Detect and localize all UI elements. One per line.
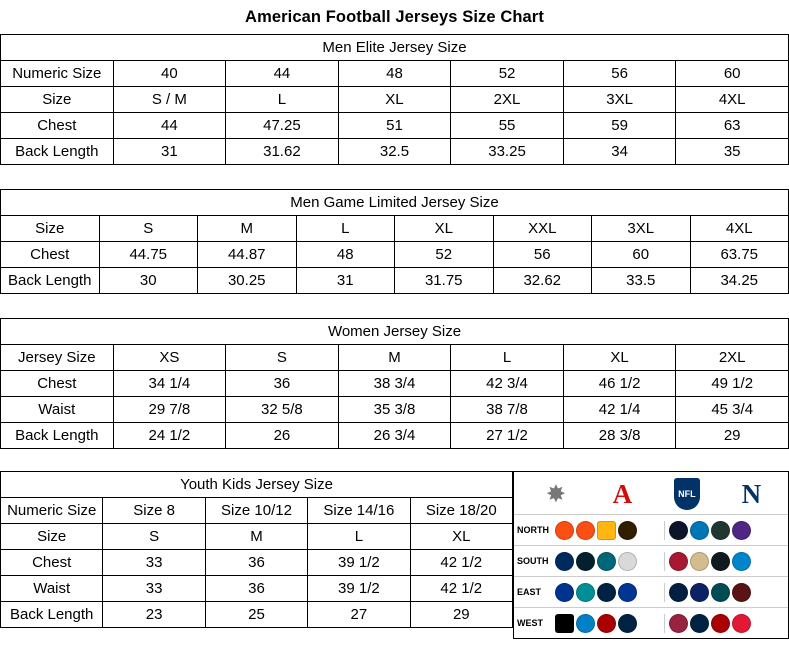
cell: 60: [592, 242, 691, 268]
cell: 32 5/8: [226, 397, 339, 423]
cell: 45 3/4: [676, 397, 789, 423]
cell: 2XL: [451, 87, 564, 113]
cell: 63.75: [690, 242, 789, 268]
team-logo-icon: [576, 552, 595, 571]
team-logo-icon: [690, 583, 709, 602]
table-row: [1, 242, 789, 268]
table-row: [1, 345, 789, 371]
team-logo-icon: [555, 521, 574, 540]
team-logo-icon: [711, 552, 730, 571]
cell: L: [296, 216, 395, 242]
division-label: NORTH: [517, 525, 549, 535]
cell: 33: [103, 576, 205, 602]
cell: Size 8: [103, 498, 205, 524]
table-row: [1, 268, 789, 294]
cell: 44: [113, 113, 226, 139]
section-heading-row: [1, 319, 789, 345]
cell: 23: [103, 602, 205, 628]
cell: XXL: [493, 216, 592, 242]
cell: M: [205, 524, 307, 550]
team-logo-icon: [669, 583, 688, 602]
cell: 59: [563, 113, 676, 139]
table-row: [1, 371, 789, 397]
cell: 42 1/2: [410, 550, 512, 576]
afc-team-logos: [554, 521, 664, 540]
afc-team-logos: [554, 552, 664, 571]
section-spacer: [0, 294, 789, 318]
cell: 31: [296, 268, 395, 294]
section-spacer: [0, 165, 789, 189]
cell: 33.5: [592, 268, 691, 294]
cell: 42 1/4: [563, 397, 676, 423]
men-elite-table: [0, 34, 789, 165]
cell: 39 1/2: [308, 550, 410, 576]
table-row: [1, 576, 513, 602]
cell: XL: [338, 87, 451, 113]
conference-logos-row: [514, 472, 788, 514]
team-logo-icon: [618, 521, 637, 540]
cell: XL: [395, 216, 494, 242]
section-heading-row: [1, 190, 789, 216]
team-logo-icon: [618, 552, 637, 571]
cell: 4XL: [676, 87, 789, 113]
nfc-team-logos: [664, 552, 774, 571]
team-logo-icon: [669, 521, 688, 540]
team-logo-icon: [555, 552, 574, 571]
division-row: [514, 607, 788, 638]
cell: 38 3/4: [338, 371, 451, 397]
section-heading-row: [1, 35, 789, 61]
team-logo-icon: [690, 614, 709, 633]
table-row: [1, 139, 789, 165]
team-logo-icon: [555, 583, 574, 602]
nfc-team-logos: [664, 614, 774, 633]
cell: M: [198, 216, 297, 242]
cell: 56: [493, 242, 592, 268]
cell: 42 3/4: [451, 371, 564, 397]
team-logo-icon: [555, 614, 574, 633]
table-row: [1, 216, 789, 242]
row-label: Size: [1, 87, 114, 113]
table-row: [1, 602, 513, 628]
cell: 33: [103, 550, 205, 576]
team-logo-icon: [732, 521, 751, 540]
cell: L: [451, 345, 564, 371]
cell: 31: [113, 139, 226, 165]
cell: L: [308, 524, 410, 550]
row-label: Jersey Size: [1, 345, 114, 371]
division-rows: [514, 514, 788, 638]
table-row: [1, 498, 513, 524]
cell: M: [338, 345, 451, 371]
cell: 27: [308, 602, 410, 628]
youth-kids-table: [0, 471, 513, 628]
cell: 48: [296, 242, 395, 268]
division-row: [514, 514, 788, 545]
team-logo-icon: [732, 552, 751, 571]
cell: 35: [676, 139, 789, 165]
cell: 52: [395, 242, 494, 268]
cell: 29: [410, 602, 512, 628]
cell: 40: [113, 61, 226, 87]
row-label: Chest: [1, 371, 114, 397]
row-label: Chest: [1, 113, 114, 139]
team-logo-icon: [597, 583, 616, 602]
cell: 47.25: [226, 113, 339, 139]
youth-table-wrap: [0, 471, 513, 639]
youth-and-league-row: [0, 471, 789, 639]
nfc-logo-icon: N: [741, 478, 762, 509]
row-label: Size: [1, 524, 103, 550]
cell: 35 3/8: [338, 397, 451, 423]
team-logo-icon: [711, 614, 730, 633]
table-row: [1, 423, 789, 449]
cell: 26: [226, 423, 339, 449]
table-row: [1, 524, 513, 550]
afc-team-logos: [554, 614, 664, 633]
section-heading: Men Elite Jersey Size: [1, 35, 789, 61]
cell: 36: [226, 371, 339, 397]
cell: 52: [451, 61, 564, 87]
cell: 4XL: [690, 216, 789, 242]
division-label: SOUTH: [517, 556, 549, 566]
team-logo-icon: [576, 614, 595, 633]
row-label: Chest: [1, 550, 103, 576]
cell: 29 7/8: [113, 397, 226, 423]
league-logo-panel: [513, 471, 789, 639]
cell: 33.25: [451, 139, 564, 165]
cell: 3XL: [563, 87, 676, 113]
section-heading-row: [1, 472, 513, 498]
cell: Size 18/20: [410, 498, 512, 524]
cell: 32.62: [493, 268, 592, 294]
cell: 30.25: [198, 268, 297, 294]
team-logo-icon: [576, 521, 595, 540]
cell: Size 14/16: [308, 498, 410, 524]
section-spacer: [0, 449, 789, 471]
team-logo-icon: [669, 552, 688, 571]
team-logo-icon: [711, 583, 730, 602]
row-label: Numeric Size: [1, 61, 114, 87]
cell: 55: [451, 113, 564, 139]
cell: 44.75: [99, 242, 198, 268]
section-heading: Youth Kids Jersey Size: [1, 472, 513, 498]
row-label: Waist: [1, 576, 103, 602]
cell: 56: [563, 61, 676, 87]
cell: 34: [563, 139, 676, 165]
cell: 36: [205, 576, 307, 602]
team-logo-icon: [618, 614, 637, 633]
cell: 63: [676, 113, 789, 139]
cell: S / M: [113, 87, 226, 113]
cell: 34 1/4: [113, 371, 226, 397]
cell: 42 1/2: [410, 576, 512, 602]
cell: 27 1/2: [451, 423, 564, 449]
team-logo-icon: [576, 583, 595, 602]
team-logo-icon: [618, 583, 637, 602]
division-label: WEST: [517, 618, 543, 628]
team-logo-icon: [597, 552, 616, 571]
row-label: Back Length: [1, 268, 100, 294]
cell: 24 1/2: [113, 423, 226, 449]
cell: 31.62: [226, 139, 339, 165]
page-title: American Football Jerseys Size Chart: [0, 0, 789, 34]
cell: Size 10/12: [205, 498, 307, 524]
nfc-team-logos: [664, 521, 774, 540]
team-logo-icon: [597, 614, 616, 633]
afc-team-logos: [554, 583, 664, 602]
row-label: Back Length: [1, 423, 114, 449]
cell: L: [226, 87, 339, 113]
cell: 32.5: [338, 139, 451, 165]
cell: 36: [205, 550, 307, 576]
cell: 31.75: [395, 268, 494, 294]
cell: 60: [676, 61, 789, 87]
section-heading: Men Game Limited Jersey Size: [1, 190, 789, 216]
team-logo-icon: [711, 521, 730, 540]
star-burst-icon: ✸: [545, 480, 566, 508]
cell: 46 1/2: [563, 371, 676, 397]
cell: 49 1/2: [676, 371, 789, 397]
table-row: [1, 397, 789, 423]
cell: S: [99, 216, 198, 242]
team-logo-icon: [690, 552, 709, 571]
row-label: Back Length: [1, 602, 103, 628]
cell: 38 7/8: [451, 397, 564, 423]
row-label: Chest: [1, 242, 100, 268]
cell: XL: [563, 345, 676, 371]
cell: 48: [338, 61, 451, 87]
men-game-limited-table: [0, 189, 789, 294]
row-label: Back Length: [1, 139, 114, 165]
table-row: [1, 87, 789, 113]
cell: 29: [676, 423, 789, 449]
table-row: [1, 550, 513, 576]
cell: 2XL: [676, 345, 789, 371]
division-label: EAST: [517, 587, 542, 597]
cell: 44.87: [198, 242, 297, 268]
division-row: [514, 545, 788, 576]
cell: XL: [410, 524, 512, 550]
cell: S: [103, 524, 205, 550]
cell: S: [226, 345, 339, 371]
afc-logo-icon: A: [612, 478, 633, 509]
cell: 25: [205, 602, 307, 628]
women-jersey-table: [0, 318, 789, 449]
cell: 39 1/2: [308, 576, 410, 602]
table-row: [1, 113, 789, 139]
cell: 34.25: [690, 268, 789, 294]
team-logo-icon: [597, 521, 616, 540]
team-logo-icon: [669, 614, 688, 633]
table-row: [1, 61, 789, 87]
cell: 26 3/4: [338, 423, 451, 449]
row-label: Waist: [1, 397, 114, 423]
cell: 3XL: [592, 216, 691, 242]
team-logo-icon: [690, 521, 709, 540]
cell: 44: [226, 61, 339, 87]
cell: XS: [113, 345, 226, 371]
row-label: Size: [1, 216, 100, 242]
cell: 51: [338, 113, 451, 139]
cell: 28 3/8: [563, 423, 676, 449]
nfc-team-logos: [664, 583, 774, 602]
section-heading: Women Jersey Size: [1, 319, 789, 345]
division-row: [514, 576, 788, 607]
cell: 30: [99, 268, 198, 294]
team-logo-icon: [732, 614, 751, 633]
team-logo-icon: [732, 583, 751, 602]
nfl-shield-icon: NFL: [674, 478, 700, 510]
row-label: Numeric Size: [1, 498, 103, 524]
